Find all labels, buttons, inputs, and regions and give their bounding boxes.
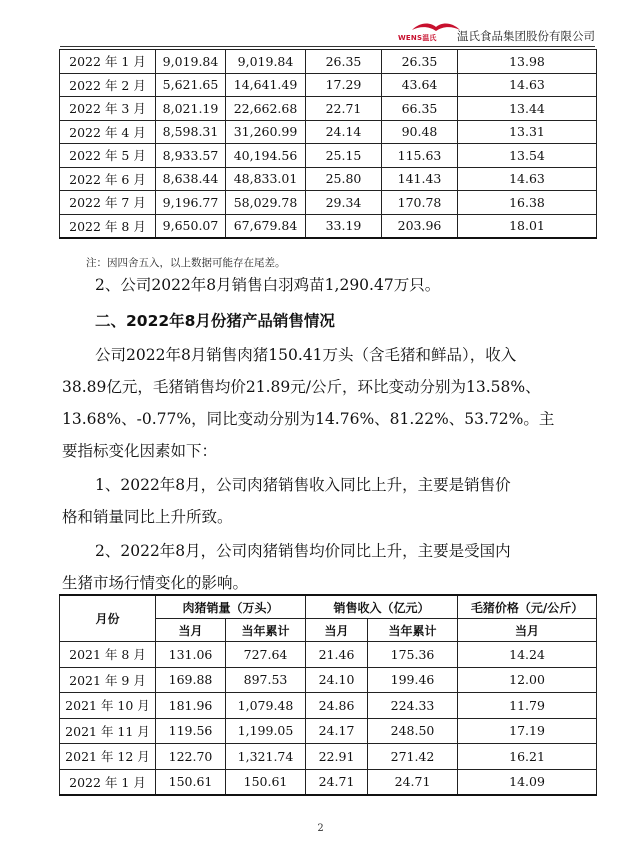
value-cell: 131.06 (156, 642, 226, 668)
table-row (60, 167, 597, 191)
value-cell: 1,079.48 (226, 693, 306, 719)
row-month-cell: 2022 年 7 月 (60, 191, 156, 215)
value-cell: 8,638.44 (156, 167, 226, 191)
value-cell: 40,194.56 (226, 144, 306, 168)
table-row (60, 693, 597, 719)
value-cell: 22.71 (306, 97, 382, 121)
paragraph-factor2-line1: 2、2022年8月，公司肉猪销售均价同比上升，主要是受国内 (95, 542, 511, 560)
paragraph-factor1-line1: 1、2022年8月，公司肉猪销售收入同比上升，主要是销售价 (95, 476, 511, 494)
table-row (60, 191, 597, 215)
subheader-volume-current: 当月 (156, 619, 226, 642)
value-cell: 11.79 (458, 693, 597, 719)
value-cell: 175.36 (368, 642, 458, 668)
row-month-cell: 2022 年 4 月 (60, 120, 156, 144)
value-cell: 14.09 (458, 769, 597, 795)
value-cell: 14.63 (458, 167, 597, 191)
chick-sales-table (59, 49, 597, 239)
subheader-volume-cumulative: 当年累计 (226, 619, 306, 642)
row-month-cell: 2022 年 8 月 (60, 214, 156, 238)
paragraph-pig-sales-line2: 38.89亿元，毛猪销售均价21.89元/公斤，环比变动分别为13.58%、 (62, 378, 541, 396)
value-cell: 29.34 (306, 191, 382, 215)
value-cell: 9,650.07 (156, 214, 226, 238)
header-month: 月份 (60, 595, 156, 642)
paragraph-factor1-line2: 格和销量同比上升所致。 (62, 508, 233, 526)
table-row (60, 642, 597, 668)
table-row (60, 214, 597, 238)
paragraph-pig-sales-line3: 13.68%、-0.77%，同比变动分别为14.76%、81.22%、53.72%。主 (62, 410, 555, 428)
value-cell: 271.42 (368, 744, 458, 770)
value-cell: 12.00 (458, 667, 597, 693)
header-revenue: 销售收入（亿元） (306, 595, 458, 619)
table-row (60, 667, 597, 693)
value-cell: 31,260.99 (226, 120, 306, 144)
value-cell: 25.15 (306, 144, 382, 168)
table-row (60, 50, 597, 74)
subheader-revenue-current: 当月 (306, 619, 368, 642)
value-cell: 727.64 (226, 642, 306, 668)
row-month-cell: 2022 年 6 月 (60, 167, 156, 191)
table-row (60, 144, 597, 168)
header-pig-volume: 肉猪销量（万头） (156, 595, 306, 619)
value-cell: 169.88 (156, 667, 226, 693)
header-divider (60, 46, 595, 47)
value-cell: 8,598.31 (156, 120, 226, 144)
table-note: 注：因四舍五入，以上数据可能存在尾差。 (86, 257, 286, 269)
value-cell: 17.29 (306, 73, 382, 97)
wens-wing-icon (410, 20, 462, 34)
value-cell: 24.17 (306, 718, 368, 744)
paragraph-factor2-line2: 生猪市场行情变化的影响。 (62, 574, 249, 592)
value-cell: 13.54 (458, 144, 597, 168)
value-cell: 150.61 (156, 769, 226, 795)
value-cell: 22,662.68 (226, 97, 306, 121)
row-month-cell: 2021 年 8 月 (60, 642, 156, 668)
row-month-cell: 2021 年 12 月 (60, 744, 156, 770)
subheader-price-current: 当月 (458, 619, 597, 642)
value-cell: 26.35 (306, 50, 382, 74)
value-cell: 26.35 (382, 50, 458, 74)
table-row (60, 744, 597, 770)
value-cell: 14.63 (458, 73, 597, 97)
value-cell: 24.71 (368, 769, 458, 795)
value-cell: 150.61 (226, 769, 306, 795)
value-cell: 13.98 (458, 50, 597, 74)
value-cell: 224.33 (368, 693, 458, 719)
pig-sales-table (59, 594, 597, 796)
value-cell: 24.86 (306, 693, 368, 719)
row-month-cell: 2022 年 1 月 (60, 769, 156, 795)
value-cell: 5,621.65 (156, 73, 226, 97)
header-hog-price: 毛猪价格（元/公斤） (458, 595, 597, 619)
row-month-cell: 2022 年 2 月 (60, 73, 156, 97)
value-cell: 58,029.78 (226, 191, 306, 215)
value-cell: 14,641.49 (226, 73, 306, 97)
table-row (60, 73, 597, 97)
row-month-cell: 2022 年 1 月 (60, 50, 156, 74)
value-cell: 22.91 (306, 744, 368, 770)
value-cell: 16.21 (458, 744, 597, 770)
value-cell: 21.46 (306, 642, 368, 668)
value-cell: 170.78 (382, 191, 458, 215)
value-cell: 1,199.05 (226, 718, 306, 744)
value-cell: 33.19 (306, 214, 382, 238)
value-cell: 9,196.77 (156, 191, 226, 215)
value-cell: 13.44 (458, 97, 597, 121)
value-cell: 8,021.19 (156, 97, 226, 121)
page-header (60, 20, 595, 47)
value-cell: 24.10 (306, 667, 368, 693)
value-cell: 43.64 (382, 73, 458, 97)
value-cell: 181.96 (156, 693, 226, 719)
row-month-cell: 2022 年 3 月 (60, 97, 156, 121)
value-cell: 122.70 (156, 744, 226, 770)
table-row (60, 769, 597, 795)
table-row (60, 120, 597, 144)
value-cell: 115.63 (382, 144, 458, 168)
value-cell: 199.46 (368, 667, 458, 693)
value-cell: 18.01 (458, 214, 597, 238)
paragraph-pig-sales-line1: 公司2022年8月销售肉猪150.41万头（含毛猪和鲜品），收入 (95, 346, 517, 364)
value-cell: 248.50 (368, 718, 458, 744)
paragraph-chick-sales: 2、公司2022年8月销售白羽鸡苗1,290.47万只。 (95, 276, 441, 294)
value-cell: 16.38 (458, 191, 597, 215)
value-cell: 141.43 (382, 167, 458, 191)
row-month-cell: 2021 年 9 月 (60, 667, 156, 693)
value-cell: 14.24 (458, 642, 597, 668)
row-month-cell: 2021 年 10 月 (60, 693, 156, 719)
row-month-cell: 2022 年 5 月 (60, 144, 156, 168)
value-cell: 24.71 (306, 769, 368, 795)
row-month-cell: 2021 年 11 月 (60, 718, 156, 744)
value-cell: 8,933.57 (156, 144, 226, 168)
value-cell: 897.53 (226, 667, 306, 693)
value-cell: 24.14 (306, 120, 382, 144)
table-row (60, 97, 597, 121)
value-cell: 67,679.84 (226, 214, 306, 238)
value-cell: 119.56 (156, 718, 226, 744)
paragraph-pig-sales-line4: 要指标变化因素如下： (62, 442, 218, 460)
company-name: 温氏食品集团股份有限公司 (457, 29, 595, 43)
logo-text: WENS温氏 (398, 34, 437, 42)
value-cell: 203.96 (382, 214, 458, 238)
value-cell: 9,019.84 (226, 50, 306, 74)
page-number: 2 (317, 823, 324, 834)
section-heading: 二、2022年8月份猪产品销售情况 (95, 312, 335, 330)
table-row (60, 718, 597, 744)
value-cell: 48,833.01 (226, 167, 306, 191)
value-cell: 1,321.74 (226, 744, 306, 770)
value-cell: 25.80 (306, 167, 382, 191)
value-cell: 66.35 (382, 97, 458, 121)
value-cell: 13.31 (458, 120, 597, 144)
value-cell: 9,019.84 (156, 50, 226, 74)
subheader-revenue-cumulative: 当年累计 (368, 619, 458, 642)
value-cell: 90.48 (382, 120, 458, 144)
value-cell: 17.19 (458, 718, 597, 744)
